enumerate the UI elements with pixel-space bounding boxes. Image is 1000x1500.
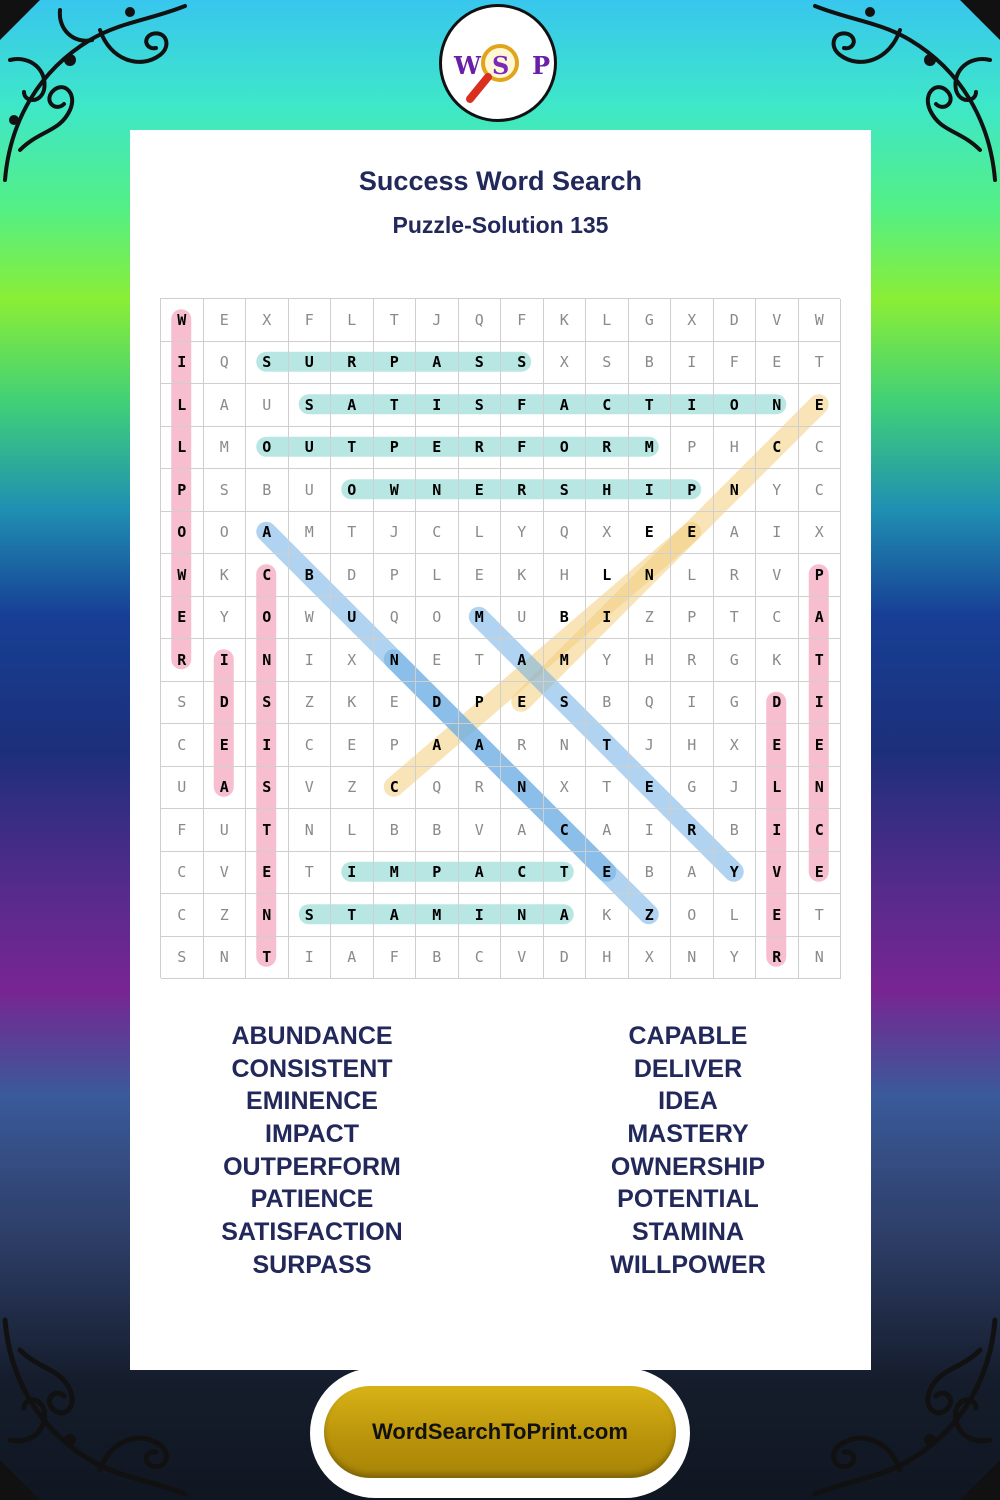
grid-cell[interactable]: E [331,724,374,767]
grid-cell[interactable]: T [544,852,587,895]
grid-cell[interactable]: U [161,767,204,810]
grid-cell[interactable]: U [246,384,289,427]
grid-cell[interactable]: Q [416,767,459,810]
grid-cell[interactable]: P [374,342,417,385]
grid-cell[interactable]: T [799,639,842,682]
grid-cell[interactable]: E [629,767,672,810]
word-list-item: EMINENCE [246,1087,378,1116]
grid-cell[interactable]: Z [289,682,332,725]
grid-cell[interactable]: A [501,809,544,852]
grid-cell[interactable]: P [459,682,502,725]
grid-cell[interactable]: J [629,724,672,767]
grid-cell[interactable]: A [459,852,502,895]
grid-cell[interactable]: T [459,639,502,682]
grid-cell[interactable]: C [501,852,544,895]
grid-cell[interactable]: C [374,767,417,810]
word-list-right [538,1020,838,1282]
grid-cell[interactable]: O [416,597,459,640]
grid-cell[interactable]: S [246,682,289,725]
grid-cell[interactable]: K [756,639,799,682]
grid-cell[interactable]: T [586,724,629,767]
website-link-button[interactable]: WordSearchToPrint.com [324,1386,676,1478]
grid-cell[interactable]: I [246,724,289,767]
grid-cell[interactable]: P [161,469,204,512]
grid-cell[interactable]: L [331,299,374,342]
grid-cell[interactable]: T [629,384,672,427]
grid-cell[interactable]: C [799,469,842,512]
grid-cell[interactable]: R [501,469,544,512]
logo-letter-p: P [532,51,551,80]
word-list-item: POTENTIAL [617,1185,759,1214]
grid-cell[interactable]: S [289,894,332,937]
grid-cell[interactable]: C [246,554,289,597]
grid-cell[interactable]: V [756,852,799,895]
grid-cell[interactable]: G [714,682,757,725]
grid-cell[interactable]: M [204,427,247,470]
site-logo[interactable] [439,4,557,122]
grid-cell[interactable]: X [671,299,714,342]
grid-cell[interactable]: E [459,554,502,597]
grid-cell[interactable]: E [756,724,799,767]
grid-cell[interactable]: N [374,639,417,682]
grid-cell[interactable]: E [246,852,289,895]
grid-cell[interactable]: V [756,299,799,342]
word-list-item: STAMINA [631,1218,745,1247]
grid-cell[interactable]: M [544,639,587,682]
grid-cell[interactable]: P [374,554,417,597]
grid-cell[interactable]: S [246,767,289,810]
grid-cell[interactable]: Q [374,597,417,640]
grid-cell[interactable]: R [459,767,502,810]
grid-cell[interactable]: B [586,682,629,725]
grid-cell[interactable]: N [289,809,332,852]
grid-cell[interactable]: I [671,384,714,427]
grid-cell[interactable]: E [799,724,842,767]
grid-cell[interactable]: S [246,342,289,385]
grid-cell[interactable]: I [671,342,714,385]
grid-cell[interactable]: H [629,639,672,682]
grid-cell[interactable]: N [544,724,587,767]
grid-cell[interactable]: I [756,512,799,555]
word-list-item: DELIVER [633,1054,743,1083]
grid-cell[interactable]: L [331,809,374,852]
word-list-item: MASTERY [627,1120,749,1149]
grid-cell[interactable]: O [246,427,289,470]
grid-cell[interactable]: D [544,937,587,980]
grid-cell[interactable]: Z [629,597,672,640]
grid-cell[interactable]: N [799,937,842,980]
grid-cell[interactable]: F [501,299,544,342]
logo-letter-w: W [454,51,481,80]
grid-cell[interactable]: A [459,724,502,767]
grid-cell[interactable]: S [459,342,502,385]
grid-cell[interactable]: C [416,512,459,555]
grid-cell[interactable]: O [714,384,757,427]
grid-cell[interactable]: L [161,427,204,470]
grid-cell[interactable]: W [161,299,204,342]
grid-cell[interactable]: Y [714,937,757,980]
grid-cell[interactable]: P [671,427,714,470]
word-list-item: IMPACT [265,1120,359,1149]
grid-cell[interactable]: V [756,554,799,597]
grid-cell[interactable]: E [374,682,417,725]
grid-cell[interactable]: L [459,512,502,555]
grid-cell[interactable]: H [586,469,629,512]
grid-cell[interactable]: E [459,469,502,512]
word-list-item: SURPASS [252,1250,372,1279]
grid-cell[interactable]: O [204,512,247,555]
grid-cell[interactable]: A [374,894,417,937]
grid-cell[interactable]: Q [544,512,587,555]
grid-cell[interactable]: J [714,767,757,810]
grid-cell[interactable]: W [799,299,842,342]
grid-cell[interactable]: B [416,809,459,852]
grid-cell[interactable]: I [416,384,459,427]
word-list-item: ABUNDANCE [231,1022,393,1050]
grid-cell[interactable]: B [374,809,417,852]
grid-cell[interactable]: C [161,894,204,937]
grid-cell[interactable]: T [799,894,842,937]
logo-letter-s: S [492,51,510,80]
word-list-item: CONSISTENT [231,1054,393,1083]
grid-cell[interactable]: I [161,342,204,385]
grid-cell[interactable]: B [714,809,757,852]
grid-cell[interactable]: L [671,554,714,597]
grid-cell[interactable]: Z [204,894,247,937]
grid-cell[interactable]: R [671,639,714,682]
word-list-item: IDEA [658,1087,718,1116]
grid-cell[interactable]: R [459,427,502,470]
grid-cell[interactable]: M [416,894,459,937]
grid-cell[interactable]: G [629,299,672,342]
grid-cell[interactable]: T [374,384,417,427]
grid-cell[interactable]: E [204,299,247,342]
grid-cell[interactable]: E [204,724,247,767]
grid-cell[interactable]: A [586,809,629,852]
grid-cell[interactable]: W [289,597,332,640]
grid-cell[interactable]: I [629,469,672,512]
grid-cell[interactable]: A [246,512,289,555]
grid-cell[interactable]: B [416,937,459,980]
grid-cell[interactable]: Z [629,894,672,937]
grid-cell[interactable]: R [756,937,799,980]
grid-cell[interactable]: H [671,724,714,767]
word-list-item: PATIENCE [250,1185,374,1214]
word-list-item: OUTPERFORM [223,1152,401,1181]
puzzle-card [130,130,871,1370]
grid-cell[interactable]: L [714,894,757,937]
grid-cell[interactable]: T [714,597,757,640]
grid-cell[interactable]: O [246,597,289,640]
grid-cell[interactable]: T [246,809,289,852]
grid-cell[interactable]: N [501,767,544,810]
grid-cell[interactable]: O [544,427,587,470]
word-list-item: OWNERSHIP [610,1152,766,1181]
grid-cell[interactable]: U [204,809,247,852]
grid-cell[interactable]: I [289,639,332,682]
grid-cell[interactable]: T [331,894,374,937]
grid-cell[interactable]: O [161,512,204,555]
grid-cell[interactable]: S [586,342,629,385]
grid-cell[interactable]: X [246,299,289,342]
grid-cell[interactable]: F [161,809,204,852]
grid-cell[interactable]: M [629,427,672,470]
grid-cell[interactable]: V [459,809,502,852]
word-list-item: WILLPOWER [610,1250,766,1279]
grid-cell[interactable]: N [671,937,714,980]
grid-cell[interactable]: A [331,384,374,427]
grid-cell[interactable]: N [204,937,247,980]
grid-cell[interactable]: X [544,767,587,810]
grid-cell[interactable]: W [374,469,417,512]
grid-cell[interactable]: E [416,639,459,682]
grid-cell[interactable]: E [629,512,672,555]
grid-cell[interactable]: N [416,469,459,512]
grid-cell[interactable]: I [289,937,332,980]
grid-cell[interactable]: S [161,682,204,725]
grid-cell[interactable]: B [289,554,332,597]
grid-cell[interactable]: A [416,342,459,385]
grid-cell[interactable]: N [246,639,289,682]
grid-cell[interactable]: S [204,469,247,512]
grid-cell[interactable]: U [501,597,544,640]
word-list-item: SATISFACTION [221,1218,403,1247]
grid-cell[interactable]: L [756,767,799,810]
grid-cell[interactable]: E [756,342,799,385]
grid-cell[interactable]: T [586,767,629,810]
grid-cell[interactable]: D [416,682,459,725]
grid-cell[interactable]: X [799,512,842,555]
grid-cell[interactable]: F [289,299,332,342]
grid-cell[interactable]: V [501,937,544,980]
grid-cell[interactable]: K [204,554,247,597]
grid-cell[interactable]: A [671,852,714,895]
grid-cell[interactable]: C [289,724,332,767]
grid-cell[interactable]: E [799,852,842,895]
grid-cell[interactable]: B [629,852,672,895]
grid-cell[interactable]: M [459,597,502,640]
grid-cell[interactable]: L [586,299,629,342]
grid-cell[interactable]: D [714,299,757,342]
grid-cell[interactable]: S [289,384,332,427]
grid-cell[interactable]: S [161,937,204,980]
grid-cell[interactable]: F [501,384,544,427]
grid-cell[interactable]: J [416,299,459,342]
grid-cell[interactable]: C [756,597,799,640]
grid-cell[interactable]: H [714,427,757,470]
grid-cell[interactable]: F [714,342,757,385]
grid-cell[interactable]: Q [629,682,672,725]
grid-cell[interactable]: C [161,852,204,895]
grid-cell[interactable]: I [756,809,799,852]
grid-cell[interactable]: E [416,427,459,470]
grid-cell[interactable]: S [544,469,587,512]
grid-cell[interactable]: A [714,512,757,555]
grid-cell[interactable]: K [501,554,544,597]
grid-cell[interactable]: O [331,469,374,512]
grid-cell[interactable]: N [501,894,544,937]
letter-cells [160,298,840,978]
grid-cell[interactable]: Y [204,597,247,640]
grid-cell[interactable]: T [331,427,374,470]
grid-cell[interactable]: B [629,342,672,385]
grid-cell[interactable]: C [586,384,629,427]
grid-cell[interactable]: P [671,597,714,640]
grid-cell[interactable]: A [204,767,247,810]
grid-cell[interactable]: T [246,937,289,980]
grid-cell[interactable]: U [289,469,332,512]
grid-cell[interactable]: P [671,469,714,512]
grid-cell[interactable]: L [416,554,459,597]
grid-cell[interactable]: I [204,639,247,682]
grid-cell[interactable]: C [459,937,502,980]
grid-cell[interactable]: A [501,639,544,682]
grid-cell[interactable]: N [756,384,799,427]
grid-cell[interactable]: P [374,427,417,470]
grid-cell[interactable]: R [586,427,629,470]
grid-cell[interactable]: A [544,894,587,937]
grid-cell[interactable]: R [161,639,204,682]
grid-cell[interactable]: E [756,894,799,937]
grid-cell[interactable]: C [161,724,204,767]
grid-cell[interactable]: M [374,852,417,895]
grid-cell[interactable]: A [204,384,247,427]
grid-cell[interactable]: F [501,427,544,470]
grid-cell[interactable]: A [799,597,842,640]
grid-cell[interactable]: E [586,852,629,895]
grid-cell[interactable]: P [374,724,417,767]
grid-cell[interactable]: B [544,597,587,640]
grid-cell[interactable]: T [289,852,332,895]
grid-cell[interactable]: Q [459,299,502,342]
grid-cell[interactable]: J [374,512,417,555]
grid-cell[interactable]: X [629,937,672,980]
grid-cell[interactable]: U [289,342,332,385]
grid-cell[interactable]: X [714,724,757,767]
word-list-item: CAPABLE [628,1022,748,1050]
grid-cell[interactable]: S [459,384,502,427]
grid-cell[interactable]: N [246,894,289,937]
grid-cell[interactable]: C [799,427,842,470]
grid-cell[interactable]: W [161,554,204,597]
grid-cell[interactable]: C [544,809,587,852]
grid-cell[interactable]: Y [756,469,799,512]
grid-cell[interactable]: S [544,682,587,725]
grid-cell[interactable]: A [416,724,459,767]
grid-cell[interactable]: D [204,682,247,725]
grid-cell[interactable]: V [204,852,247,895]
grid-cell[interactable]: I [671,682,714,725]
grid-cell[interactable]: T [799,342,842,385]
grid-cell[interactable]: T [331,512,374,555]
grid-cell[interactable]: Y [714,852,757,895]
grid-cell[interactable]: I [331,852,374,895]
grid-cell[interactable]: Y [501,512,544,555]
grid-cell[interactable]: S [501,342,544,385]
grid-cell[interactable]: Q [204,342,247,385]
grid-cell[interactable]: K [544,299,587,342]
grid-cell[interactable]: M [289,512,332,555]
grid-cell[interactable]: V [289,767,332,810]
grid-cell[interactable]: E [501,682,544,725]
grid-cell[interactable]: I [799,682,842,725]
grid-cell[interactable]: I [586,597,629,640]
grid-cell[interactable]: B [246,469,289,512]
grid-cell[interactable]: C [756,427,799,470]
grid-cell[interactable]: C [799,809,842,852]
grid-cell[interactable]: K [331,682,374,725]
grid-cell[interactable]: F [374,937,417,980]
grid-cell[interactable]: L [586,554,629,597]
grid-cell[interactable]: L [161,384,204,427]
grid-cell[interactable]: U [331,597,374,640]
grid-cell[interactable]: A [331,937,374,980]
grid-cell[interactable]: Z [331,767,374,810]
grid-cell[interactable]: R [331,342,374,385]
grid-cell[interactable]: T [374,299,417,342]
grid-cell[interactable]: E [161,597,204,640]
grid-cell[interactable]: U [289,427,332,470]
grid-cell[interactable]: N [799,767,842,810]
puzzle-subtitle: Puzzle-Solution 135 [392,212,609,238]
grid-cell[interactable]: R [714,554,757,597]
grid-cell[interactable]: N [714,469,757,512]
grid-cell[interactable]: P [799,554,842,597]
grid-cell[interactable]: D [756,682,799,725]
grid-cell[interactable]: I [629,809,672,852]
grid-cell[interactable]: E [671,512,714,555]
grid-cell[interactable]: X [586,512,629,555]
grid-cell[interactable]: I [459,894,502,937]
grid-cell[interactable]: A [544,384,587,427]
grid-cell[interactable]: K [586,894,629,937]
grid-cell[interactable]: R [671,809,714,852]
word-search-grid [160,298,840,978]
grid-cell[interactable]: G [714,639,757,682]
puzzle-title: Success Word Search [358,166,643,196]
grid-cell[interactable]: G [671,767,714,810]
grid-cell[interactable]: Y [586,639,629,682]
grid-cell[interactable]: H [586,937,629,980]
word-list-left [162,1020,462,1282]
grid-cell[interactable]: D [331,554,374,597]
grid-cell[interactable]: E [799,384,842,427]
grid-cell[interactable]: R [501,724,544,767]
grid-cell[interactable]: X [331,639,374,682]
grid-cell[interactable]: X [544,342,587,385]
grid-cell[interactable]: N [629,554,672,597]
grid-cell[interactable]: P [416,852,459,895]
grid-cell[interactable]: O [671,894,714,937]
grid-cell[interactable]: H [544,554,587,597]
